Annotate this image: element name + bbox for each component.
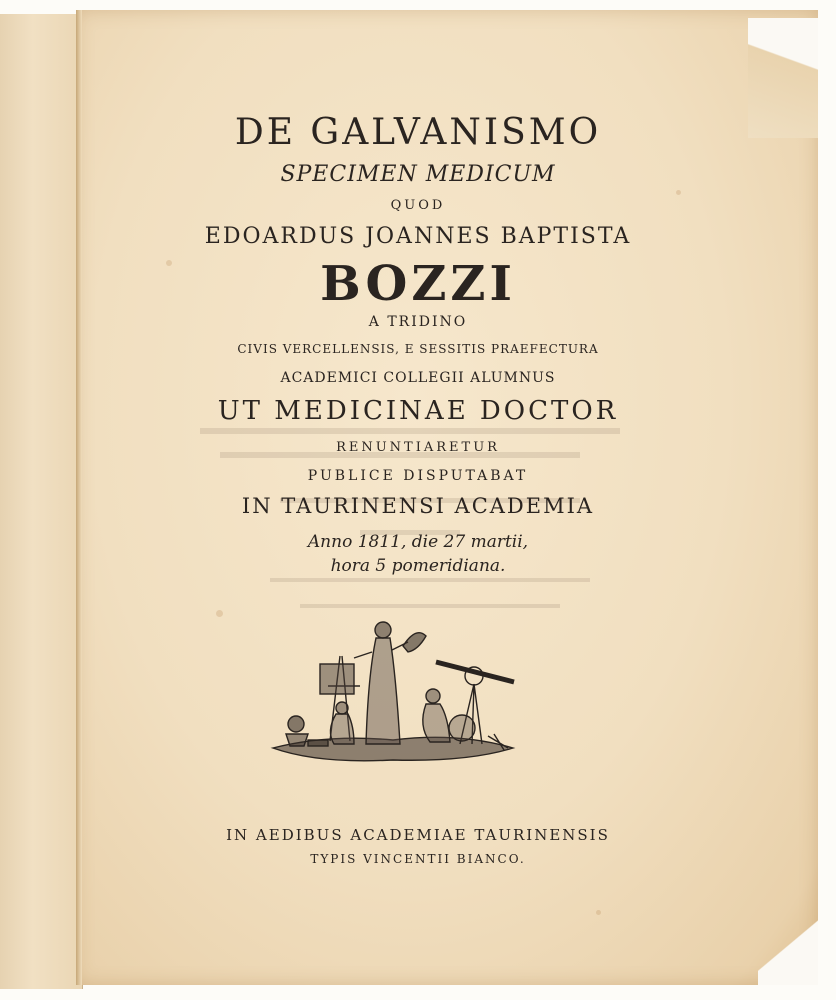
book-subtitle: SPECIMEN MEDICUM [280,162,556,187]
imprint-line-1: IN AEDIBUS ACADEMIAE TAURINENSIS [226,826,610,844]
imprint-line-2: TYPIS VINCENTII BIANCO. [310,852,526,866]
degree-line: UT MEDICINAE DOCTOR [217,396,619,426]
foxing-spot [596,910,601,915]
civis-line: CIVIS VERCELLENSIS, E SESSITIS PRAEFECTURA [237,342,599,356]
torn-corner [758,905,818,985]
foxing-spot [676,190,681,195]
academici-line: ACADEMICI COLLEGII ALUMNUS [280,370,556,386]
academy-line: IN TAURINENSI ACADEMIA [241,494,595,518]
time-line: hora 5 pomeridiana. [330,556,506,576]
date-line: Anno 1811, die 27 martii, [307,532,529,552]
author-surname: BOZZI [320,256,516,312]
publice-line: PUBLICE DISPUTABAT [307,468,529,484]
origin-line: A TRIDINO [368,314,468,330]
book-title: DE GALVANISMO [234,112,602,153]
quod-line: QUOD [390,198,446,213]
author-given-names: EDOARDUS JOANNES BAPTISTA [204,224,632,249]
renuntiaretur-line: RENUNTIARETUR [336,440,500,455]
allegorical-engraving-icon [268,616,518,776]
